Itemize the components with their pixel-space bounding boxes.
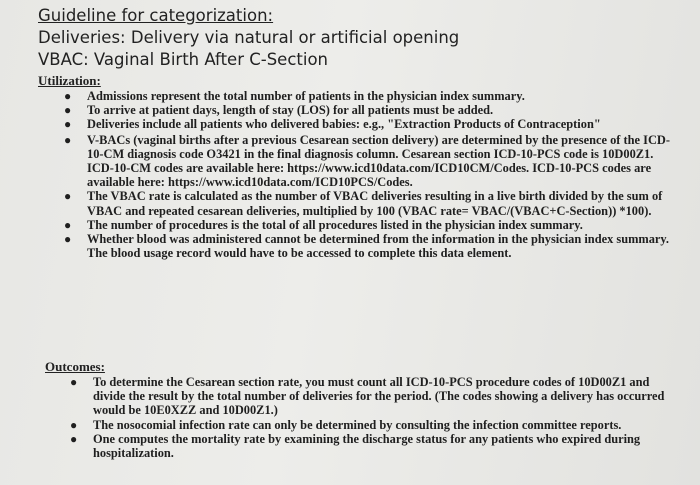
utilization-list — [64, 89, 677, 261]
list-item — [64, 217, 677, 232]
list-item — [64, 232, 677, 261]
deliveries-definition: Deliveries: Delivery via natural or artificial opening — [38, 28, 460, 47]
bullet-icon: ● — [64, 189, 72, 204]
list-item — [64, 89, 677, 103]
outcomes-title: Outcomes: — [45, 359, 105, 374]
list-item — [64, 103, 677, 118]
bullet-icon: ● — [70, 375, 78, 389]
utilization-procedures: The number of procedures is the total of all procedures listed in the physician index summary. — [87, 217, 583, 232]
list-item — [70, 417, 673, 432]
bullet-icon: ● — [64, 217, 72, 232]
code-links-text: ICD-10-CM codes are available here: https://www.icd10data.com/ICD10CM/Codes. ICD-10-PCS codes are available here: https://www.icd10data.com/ICD10PCS/Codes. — [87, 161, 652, 190]
bullet-icon: ● — [64, 132, 72, 147]
utilization-admissions: Admissions represent the total number of patients in the physician index summary. — [87, 89, 525, 103]
list-item — [64, 117, 677, 132]
bullet-icon: ● — [70, 417, 78, 432]
bullet-icon: ● — [64, 117, 72, 132]
bullet-icon: ● — [64, 103, 72, 118]
list-item — [64, 189, 677, 218]
bullet-icon: ● — [64, 232, 72, 247]
guideline-heading: Guideline for categorization: — [38, 6, 274, 25]
vbac-definition: VBAC: Vaginal Birth After C-Section — [38, 50, 329, 69]
list-item — [64, 132, 677, 190]
utilization-vbac-rate: The VBAC rate is calculated as the number of VBAC deliveries resulting in a live birth divided by the sum of VBAC and repeated cesarean deliveries, multiplied by 100 (VBAC rate= VBAC/(VBAC+C-Section)) *100). — [87, 189, 663, 218]
utilization-deliveries: Deliveries include all patients who delivered babies: e.g., "Extraction Products of Contraception" — [87, 117, 601, 132]
list-item — [70, 375, 673, 418]
list-item — [70, 431, 673, 461]
utilization-title: Utilization: — [38, 73, 101, 88]
bullet-icon: ● — [64, 89, 72, 103]
utilization-blood: Whether blood was administered cannot be determined from the information in the physician index summary. The blood usage record would have to be accessed to complete this data element. — [87, 232, 670, 261]
utilization-patient-days: To arrive at patient days, length of stay (LOS) for all patients must be added. — [87, 103, 494, 118]
outcomes-infection-rate: The nosocomial infection rate can only be determined by consulting the infection committee reports. — [93, 417, 622, 432]
outcomes-cesarean-rate: To determine the Cesarean section rate, you must count all ICD-10-PCS procedure codes of 10D00Z1 and divide the result by the total number of deliveries for the period. (The codes showing a delivery has occurred would be 10E0XZZ and 10D00Z1.) — [93, 375, 665, 418]
outcomes-list — [70, 375, 673, 461]
document-header — [38, 5, 678, 71]
bullet-icon: ● — [70, 431, 78, 446]
outcomes-mortality-rate: One computes the mortality rate by examining the discharge status for any patients who expired during hospitalization. — [93, 431, 641, 461]
utilization-vbacs: V-BACs (vaginal births after a previous Cesarean section delivery) are determined by the presence of the ICD-10-CM diagnosis code O3421 in the final diagnosis column. Cesarean section ICD-10-PCS code is 10D00Z1. — [87, 132, 670, 161]
